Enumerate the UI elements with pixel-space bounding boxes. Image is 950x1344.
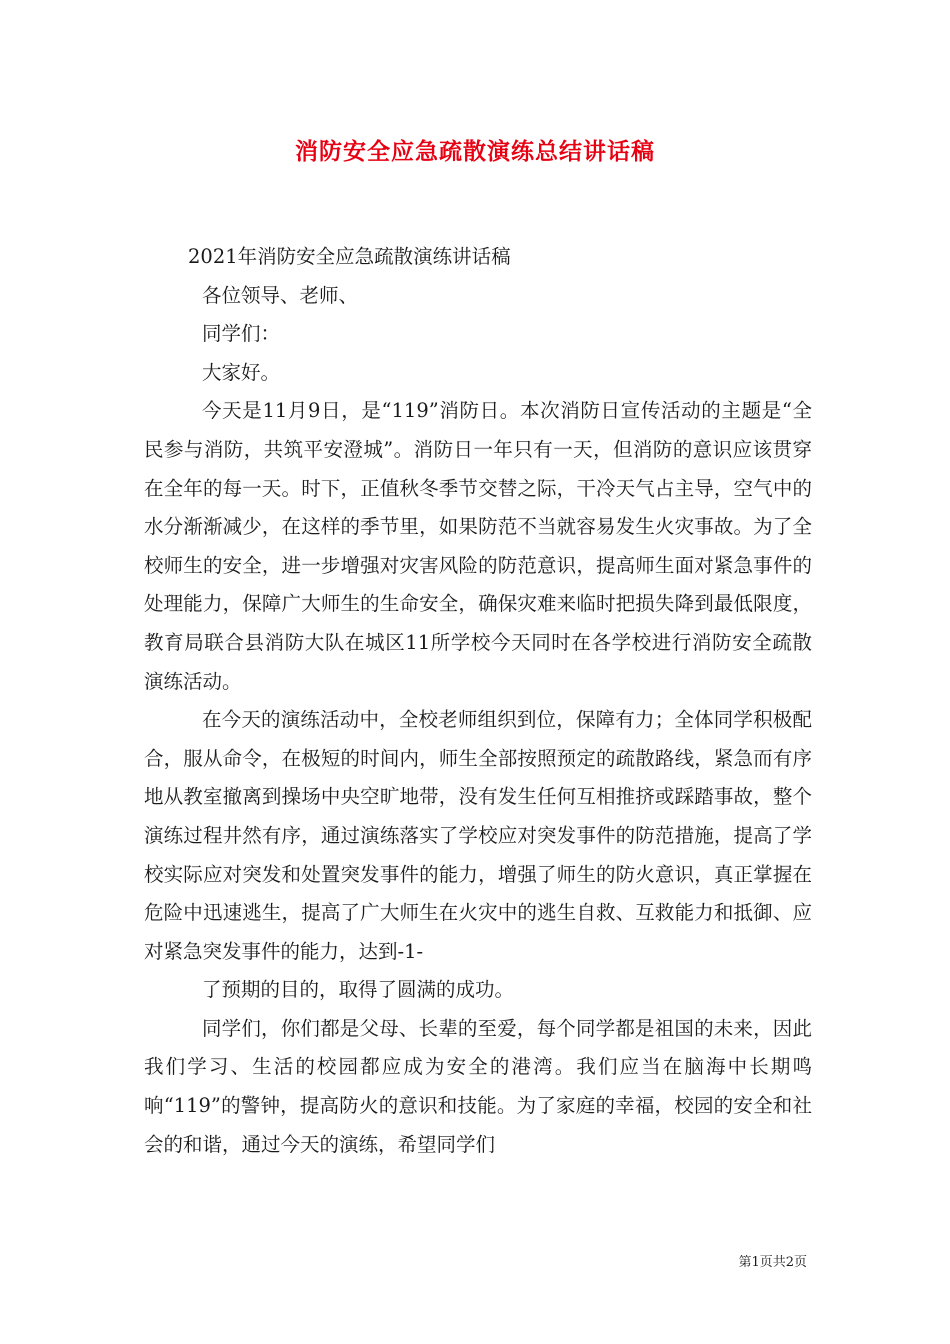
document-body xyxy=(144,238,812,1164)
paragraph-4: 同学们，你们都是父母、长辈的至爱，每个同学都是祖国的未来，因此我们学习、生活的校园都应成为安全的港湾。我们应当在脑海中长期鸣响“119”的警钟，提高防火的意识和技能。为了家庭的幸福，校园的安全和社会的和谐，通过今天的演练，希望同学们 xyxy=(144,1016,812,1156)
paragraph-3: 了预期的目的，取得了圆满的成功。 xyxy=(202,978,515,1002)
salutation-line-2: 同学们： xyxy=(202,322,281,346)
subtitle: 2021年消防安全应急疏散演练讲话稿 xyxy=(188,245,511,268)
document-title: 消防安全应急疏散演练总结讲话稿 xyxy=(295,139,655,165)
paragraph-1: 今天是11月9日，是“119”消防日。本次消防日宣传活动的主题是“全民参与消防，共筑平安澄城”。消防日一年只有一天，但消防的意识应该贯穿在全年的每一天。时下，正值秋冬季节交替之际，干冷天气占主导，空气中的水分渐渐减少，在这样的季节里，如果防范不当就容易发生火灾事故。为了全校师生的安全，进一步增强对灾害风险的防范意识，提高师生面对紧急事件的处理能力，保障广大师生的生命安全，确保灾难来临时把损失降到最低限度，教育局联合县消防大队在城区11所学校今天同时在各学校进行消防安全疏散演练活动。 xyxy=(144,399,812,693)
page-number: 第1页共2页 xyxy=(738,1255,807,1270)
salutation-line-1: 各位领导、老师、 xyxy=(202,283,359,307)
paragraph-2: 在今天的演练活动中，全校老师组织到位，保障有力；全体同学积极配合，服从命令，在极短的时间内，师生全部按照预定的疏散路线，紧急而有序地从教室撤离到操场中央空旷地带，没有发生任何互相推挤或踩踏事故，整个演练过程井然有序，通过演练落实了学校应对突发事件的防范措施，提高了学校实际应对突发和处置突发事件的能力，增强了师生的防火意识，真正掌握在危险中迅速逃生，提高了广大师生在火灾中的逃生自救、互救能力和抵御、应对紧急突发事件的能力，达到-1- xyxy=(144,708,812,963)
greeting: 大家好。 xyxy=(202,360,281,384)
